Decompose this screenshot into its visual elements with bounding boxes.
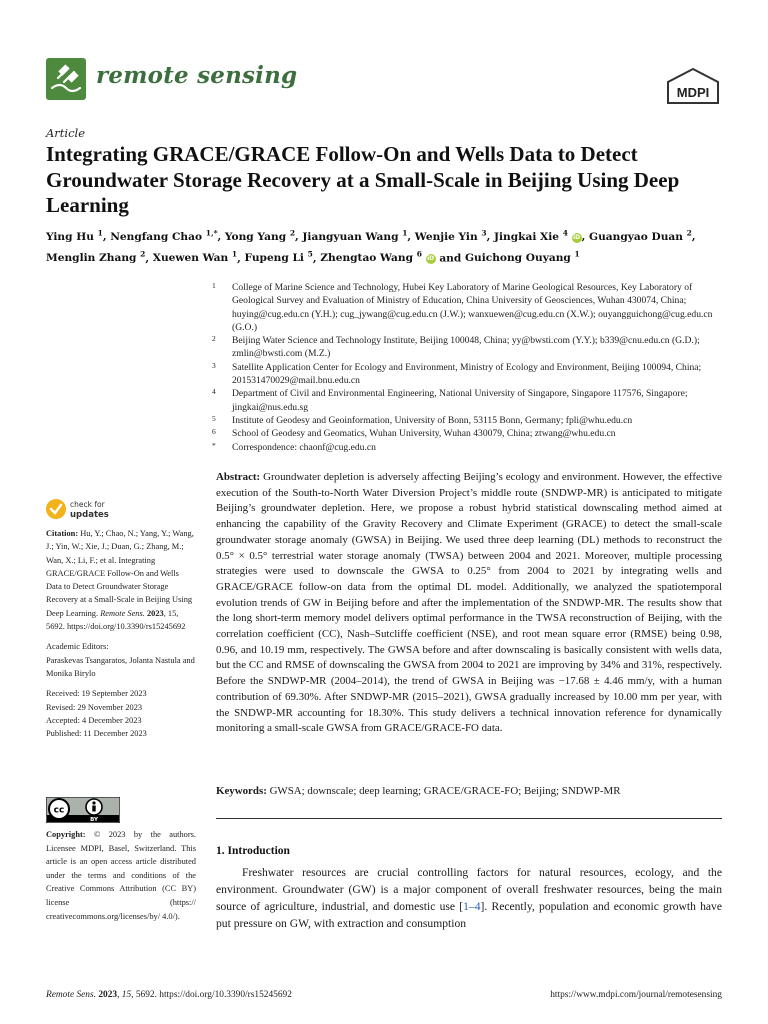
article-info-sidebar	[46, 527, 196, 747]
copyright-text: © 2023 by the authors. Licensee MDPI, Basel, Switzerland. This article is an open access article distributed under the terms and conditions of the Creative Commons Attribution (CC BY) license (https:// creativecommons.org/licenses/by/ 4.0/).	[46, 830, 197, 921]
check-for-updates-badge[interactable]	[46, 498, 126, 520]
citation-journal: Remote Sens.	[100, 608, 145, 618]
citation-text: Hu, Y.; Chao, N.; Yang, Y.; Wang, J.; Yin, W.; Xie, J.; Duan, G.; Zhang, M.; Wan, X.; Li, F.; et al. Integrating GRACE/GRACE Follow-On and Wells Data to Detect Groundwater Storage Recovery at a Small-Scale in Beijing Using Deep Learning.	[46, 529, 194, 618]
copyright-label: Copyright:	[46, 830, 86, 839]
affiliation-number: 1	[212, 281, 216, 290]
author-name: Fupeng Li $^5$	[244, 249, 313, 265]
affiliation-item	[212, 281, 732, 334]
author-name: Zhengtao Wang $^6$	[320, 249, 422, 265]
author-name: Jingkai Xie $^4$	[493, 228, 568, 243]
author-name: Yong Yang $^2$	[224, 228, 296, 243]
author-affiliation-marker: 1	[574, 249, 580, 259]
author-affiliation-marker: 1,*	[205, 228, 218, 237]
author-name: Menglin Zhang $^2$	[46, 249, 146, 265]
date-published: Published: 11 December 2023	[46, 729, 147, 739]
footer-journal-abbrev: Remote Sens.	[46, 990, 96, 1000]
author-affiliation-marker: 4	[562, 228, 568, 237]
mdpi-logo-icon	[666, 68, 720, 104]
author-affiliation-marker: 2	[140, 249, 146, 259]
copyright-notice	[46, 828, 196, 923]
author-affiliation-marker: 6	[416, 249, 422, 259]
date-revised: Revised: 29 November 2023	[46, 702, 143, 712]
date-received: Received: 19 September 2023	[46, 689, 147, 699]
author-name: Guichong Ouyang $^1$	[464, 249, 580, 265]
affiliation-number: 5	[212, 413, 216, 423]
affiliation-text: Correspondence: chaonf@cug.edu.cn	[232, 441, 376, 453]
check-updates-line1: check for	[70, 500, 105, 509]
footer-year: 2023	[98, 990, 118, 1000]
footer-citation: Remote Sens. 2023, 15, 5692. https://doi.org/10.3390/rs15245692	[46, 990, 292, 1000]
journal-name: remote sensing	[96, 62, 298, 89]
introduction-paragraph	[216, 864, 722, 932]
citation-block	[46, 527, 196, 633]
affiliation-item	[212, 361, 732, 388]
author-name: Wenjie Yin $^3$	[414, 228, 487, 243]
abstract	[216, 470, 722, 737]
affiliation-item	[212, 334, 732, 361]
editors-names: Paraskevas Tsangaratos, Jolanta Nastula and Monika Birylo	[46, 655, 195, 678]
check-updates-line2: updates	[70, 510, 109, 520]
dates-block	[46, 687, 196, 740]
editors-block	[46, 640, 196, 680]
author-affiliation-marker: 1	[402, 228, 408, 237]
author-name: Jiangyuan Wang $^1$	[302, 228, 408, 243]
date-accepted: Accepted: 4 December 2023	[46, 715, 142, 725]
svg-text:cc: cc	[53, 805, 65, 816]
author-affiliation-marker: 2	[686, 228, 692, 237]
orcid-icon[interactable]: iD	[427, 255, 435, 263]
author-affiliation-marker: 1	[231, 249, 238, 259]
keywords-text: GWSA; downscale; deep learning; GRACE/GRACE-FO; Beijing; SNDWP-MR	[269, 785, 621, 797]
cc-by-label: BY	[90, 817, 98, 823]
footer-volume: 15	[121, 990, 132, 1000]
authors-joiner: and	[435, 252, 465, 265]
affiliation-text: College of Marine Science and Technology, Hubei Key Laboratory of Marine Geological Resources, Key Laboratory of Geological Survey and Evaluation of Ministry of Education, China University of Geosciences, Wuhan 430074, China; huying@cug.edu.cn (Y.H.); cug_jywang@cug.edu.cn (J.W.); wanxuewen@cug.edu.cn (X.W.); ouyangguichong@cug.edu.cn (G.O.)	[232, 282, 713, 333]
affiliation-number: 4	[212, 387, 216, 397]
article-type: Article	[46, 126, 86, 140]
citation-vol-pages[interactable]: , 15, 5692. https://doi.org/10.3390/rs15245692	[46, 608, 186, 632]
journal-logo-icon	[46, 58, 86, 100]
affiliation-number: *	[212, 440, 216, 450]
affiliation-number: 2	[212, 334, 216, 344]
author-affiliation-marker: 5	[307, 249, 313, 259]
footer-journal-url[interactable]: https://www.mdpi.com/journal/remotesensing	[550, 990, 722, 1000]
author-affiliation-marker: 3	[481, 228, 487, 237]
abstract-text: Groundwater depletion is adversely affecting Beijing’s ecology and environment. However, the effective execution of the South-to-North Water Diversion Project’s middle route (SNDWP-MR) is anticipated to mitigate Beijing’s groundwater depletion. Here, we propose a robust hybrid statistical downscaling method aimed at enhancing the capability of the Gravity Recovery and Climate Experiment (GRACE) to detect the small-scale groundwater storage anomaly (GWSA) in Beijing. We used three deep learning (DL) methods to reconstruct the 0.5° × 0.5° terrestrial water storage anomaly (TWSA) between 2004 and 2021. Moreover, multiple processing strategies were used to downscale the GWSA to 0.25° from 2004 to 2021 by integrating wells and GRACE/GRACE follow-on data from the optimal DL model. Additionally, we analyzed the spatiotemporal evolution trends of GW in Beijing before and after the implementation of the SNDWP-MR. The results show that the long short-term memory model delivers optimal performance in the TWSA reconstruction of Beijing, with the correlation coefficient (CC), Nash–Sutcliffe coefficient (NSE), and root mean square error (RMSE) being 0.98, 0.96, and 10.19 mm, respectively. The GWSA before and after downscaling is basically consistent with wells data, but the CC and RMSE of downscaling the GWSA from 2004 to 2021 are improving by 34% and 31%, respectively. Before the SNDWP-MR (2004–2014), the trend of GWSA in Beijing was −17.68 ± 4.46 mm/y, with a human contribution of 69.30%. After SNDWP-MR (2015–2021), GWSA gradually increased by 10.00 mm per year, with the SNDWP-MR accounting for 18.30%. This study delivers a technical innovation reference for dynamically monitoring a small-scale GWSA from GRACE/GRACE-FO data.	[216, 471, 722, 735]
affiliation-item	[212, 414, 732, 427]
affiliations	[212, 281, 732, 454]
affiliation-item	[212, 387, 732, 414]
affiliation-text: School of Geodesy and Geomatics, Wuhan University, Wuhan 430079, China; ztwang@whu.edu.cn	[232, 428, 616, 440]
orcid-icon[interactable]: iD	[573, 233, 581, 241]
author-affiliation-marker: 2	[289, 228, 296, 237]
citation-label: Citation:	[46, 529, 79, 538]
author-name: Ying Hu $^1$	[46, 228, 103, 243]
affiliation-text: Institute of Geodesy and Geoinformation, University of Bonn, 53115 Bonn, Germany; fpli@whu.edu.cn	[232, 414, 633, 426]
keywords	[216, 785, 722, 797]
author-name: Xuewen Wan $^1$	[152, 249, 238, 265]
footer-doi[interactable]: , 5692. https://doi.org/10.3390/rs15245692	[131, 990, 292, 1000]
affiliation-item	[212, 441, 732, 454]
author-affiliation-marker: 1	[97, 228, 103, 237]
affiliation-item	[212, 427, 732, 440]
paper-title: Integrating GRACE/GRACE Follow-On and Wells Data to Detect Groundwater Storage Recovery at a Small-Scale in Beijing Using Deep Learning	[46, 142, 680, 217]
editors-label: Academic Editors:	[46, 642, 109, 652]
author-name: Guangyao Duan $^2$	[589, 228, 692, 243]
abstract-label: Abstract:	[216, 471, 261, 483]
affiliation-number: 3	[212, 360, 216, 370]
affiliation-number: 6	[212, 427, 216, 437]
keywords-label: Keywords:	[216, 785, 267, 797]
section-divider	[216, 818, 722, 819]
publisher-name: MDPI	[676, 85, 710, 100]
section-heading-introduction: 1. Introduction	[216, 845, 290, 857]
check-updates-icon	[46, 499, 66, 519]
affiliation-text: Department of Civil and Environmental Engineering, National University of Singapore, Singapore 117576, Singapore; jingkai@nus.edu.sg	[232, 388, 688, 413]
intro-text-part1: Freshwater resources are crucial controlling factors for natural resources, ecology, and the environment. Groundwater (GW) is a major component of overall freshwater resources, being the main source of agriculture, industrial, and domestic use [	[216, 866, 722, 913]
cc-by-license-badge[interactable]	[46, 797, 120, 823]
author-name: Nengfang Chao $^{1,*}$	[110, 228, 218, 243]
affiliation-text: Satellite Application Center for Ecology and Environment, Ministry of Ecology and Environment, Beijing 100094, China; 201531470029@mail.bnu.edu.cn	[232, 361, 702, 387]
affiliation-text: Beijing Water Science and Technology Institute, Beijing 100048, China; yy@bwsti.com (Y.Y.); b339@cnu.edu.cn (G.D.); zmlin@bwsti.com (M.Z.)	[232, 335, 700, 360]
author-list: Ying Hu $^1$, Nengfang Chao $^{1,*}$, Yong Yang $^2$, Jiangyuan Wang $^1$, Wenjie Yin $^3$, Jingkai Xie $^4$ iD, Guangyao Duan $^2$, Menglin Zhang $^2$, Xuewen Wan $^1$, Fupeng Li $^5$, Zhengtao Wang $^6$ iD and Guichong Ouyang $^1$	[46, 228, 696, 265]
citation-link[interactable]: 1–4	[463, 900, 481, 913]
citation-year: 2023	[146, 608, 164, 618]
intro-text-part2: ]. Recently, population and economic growth have put pressure on GW, with extraction and consumption	[216, 900, 722, 930]
